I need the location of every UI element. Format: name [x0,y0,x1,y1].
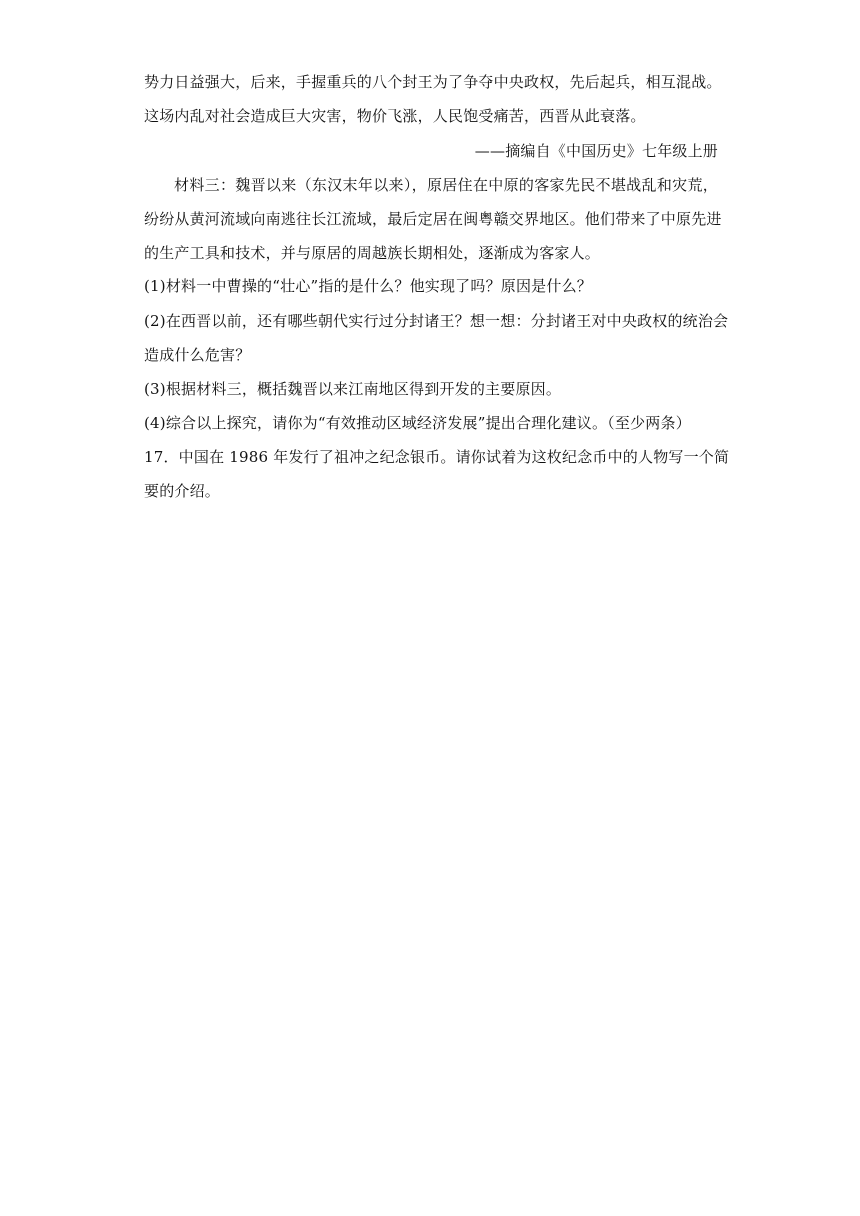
material-three-line-3: 的生产工具和技术，并与原居的周越族长期相处，逐渐成为客家人。 [144,244,601,262]
material-three-line-1: 材料三：魏晋以来（东汉末年以来），原居住在中原的客家先民不堪战乱和灾荒， [174,176,718,194]
question-17-line-2: 要的介绍。 [144,482,221,500]
question-3: (3)根据材料三，概括魏晋以来江南地区得到开发的主要原因。 [144,380,562,398]
material-two-line-2: 这场内乱对社会造成巨大灾害，物价飞涨，人民饱受痛苦，西晋从此衰落。 [144,107,646,125]
material-three-line-2: 纷纷从黄河流域向南逃往长江流域，最后定居在闽粤赣交界地区。他们带来了中原先进 [144,210,722,228]
question-4: (4)综合以上探究，请你为“有效推动区域经济发展”提出合理化建议。（至少两条） [144,414,691,432]
material-two-source: ——摘编自《中国历史》七年级上册 [474,142,718,160]
question-1: (1)材料一中曹操的“壮心”指的是什么？他实现了吗？原因是什么？ [144,277,592,295]
question-17-line-1: 17．中国在 1986 年发行了祖冲之纪念银币。请你试着为这枚纪念币中的人物写一个简 [144,448,730,466]
material-two-line-1: 势力日益强大，后来，手握重兵的八个封王为了争夺中央政权，先后起兵，相互混战。 [144,73,722,91]
question-2-line-2: 造成什么危害？ [144,346,251,364]
question-2-line-1: (2)在西晋以前，还有哪些朝代实行过分封诸王？想一想：分封诸王对中央政权的统治会 [144,312,729,330]
